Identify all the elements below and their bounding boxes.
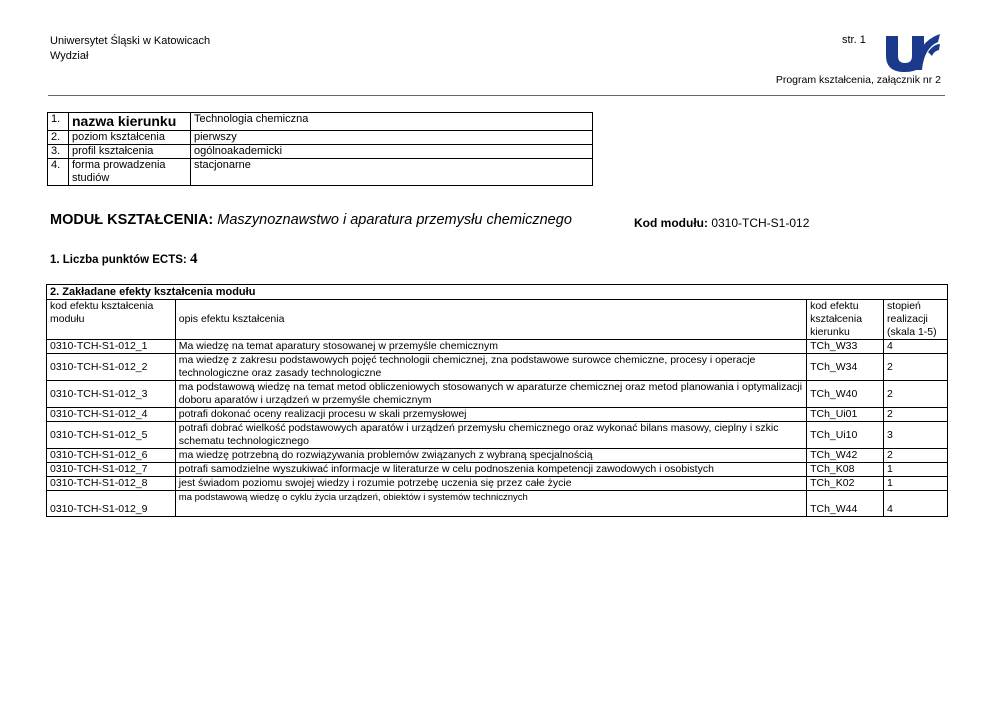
module-label: MODUŁ KSZTAŁCENIA: [50, 212, 214, 228]
table-row [47, 354, 948, 381]
outcome-dir-code: TCh_W44 [807, 491, 884, 517]
outcome-degree: 1 [884, 477, 948, 491]
outcome-desc: jest świadom poziomu swojej wiedzy i rozumie potrzebę uczenia się przez całe życie [175, 477, 806, 491]
info-value: ogólnoakademicki [191, 145, 593, 159]
outcome-desc: potrafi samodzielne wyszukiwać informacje w literaturze w celu podnoszenia kompetencji zawodowych i osobistych [175, 463, 806, 477]
outcome-code: 0310-TCH-S1-012_2 [47, 354, 176, 381]
info-row [48, 131, 593, 145]
info-number: 2. [48, 131, 69, 145]
header-desc: opis efektu kształcenia [175, 300, 806, 340]
outcome-code: 0310-TCH-S1-012_7 [47, 463, 176, 477]
outcome-degree: 1 [884, 463, 948, 477]
outcome-degree: 4 [884, 491, 948, 517]
outcome-desc: potrafi dobrać wielkość podstawowych aparatów i urządzeń przemysłu chemicznego oraz wykonać bilans masowy, cieplny i szkic schematu technologicznego [175, 422, 806, 449]
ects-label: 1. Liczba punktów ECTS: [50, 254, 187, 266]
table-row [47, 408, 948, 422]
page-number: str. 1 [842, 34, 866, 46]
info-label: nazwa kierunku [69, 113, 191, 131]
outcome-code: 0310-TCH-S1-012_9 [47, 491, 176, 517]
learning-outcomes-table [46, 284, 948, 517]
header-dir-code: kod efektu kształcenia kierunku [807, 300, 884, 340]
header-divider [48, 95, 945, 96]
info-value: Technologia chemiczna [191, 113, 593, 131]
outcome-degree: 2 [884, 408, 948, 422]
outcome-degree: 2 [884, 354, 948, 381]
outcome-degree: 2 [884, 381, 948, 408]
info-value: pierwszy [191, 131, 593, 145]
outcome-desc: ma podstawową wiedzę o cyklu życia urządzeń, obiektów i systemów technicznych [175, 491, 806, 517]
info-number: 3. [48, 145, 69, 159]
header-code: kod efektu kształcenia modułu [47, 300, 176, 340]
info-number: 1. [48, 113, 69, 131]
info-row [48, 145, 593, 159]
outcome-desc: ma wiedzę z zakresu podstawowych pojęć technologii chemicznej, zna podstawowe surowce chemiczne, procesy i operacje technologiczne oraz zasady technologiczne [175, 354, 806, 381]
outcome-code: 0310-TCH-S1-012_4 [47, 408, 176, 422]
ects-points [50, 251, 197, 268]
outcome-dir-code: TCh_Ui01 [807, 408, 884, 422]
info-value: stacjonarne [191, 159, 593, 186]
outcome-degree: 4 [884, 340, 948, 354]
table-row [47, 340, 948, 354]
program-annex: Program kształcenia, załącznik nr 2 [775, 74, 941, 86]
module-name: Maszynoznawstwo i aparatura przemysłu chemicznego [217, 212, 572, 228]
table-header-row [47, 300, 948, 340]
table-row [47, 477, 948, 491]
program-info-table [47, 112, 593, 186]
outcome-dir-code: TCh_W42 [807, 449, 884, 463]
outcome-dir-code: TCh_K08 [807, 463, 884, 477]
document-header [50, 34, 210, 64]
module-code [634, 216, 809, 230]
outcome-code: 0310-TCH-S1-012_6 [47, 449, 176, 463]
ects-value: 4 [189, 251, 198, 267]
outcome-desc: ma wiedzę potrzebną do rozwiązywania problemów związanych z wybraną specjalnością [175, 449, 806, 463]
outcome-dir-code: TCh_K02 [807, 477, 884, 491]
info-row [48, 159, 593, 186]
outcome-dir-code: TCh_Ui10 [807, 422, 884, 449]
module-title [50, 212, 572, 228]
table-title: 2. Zakładane efekty kształcenia modułu [47, 285, 948, 300]
outcome-dir-code: TCh_W33 [807, 340, 884, 354]
outcome-degree: 2 [884, 449, 948, 463]
faculty-name: Wydział [50, 50, 89, 62]
outcome-code: 0310-TCH-S1-012_8 [47, 477, 176, 491]
table-row [47, 422, 948, 449]
outcome-desc: potrafi dokonać oceny realizacji procesu w skali przemysłowej [175, 408, 806, 422]
table-row [47, 491, 948, 517]
outcome-code: 0310-TCH-S1-012_1 [47, 340, 176, 354]
outcome-dir-code: TCh_W34 [807, 354, 884, 381]
info-label: profil kształcenia [69, 145, 191, 159]
module-code-value: 0310-TCH-S1-012 [711, 216, 810, 230]
table-row [47, 381, 948, 408]
outcome-desc: ma podstawową wiedzę na temat metod obliczeniowych stosowanych w aparaturze chemicznej oraz metod planowania i optymalizacji doboru aparatów i urządzeń w przemyśle chemicznym [175, 381, 806, 408]
outcome-desc: Ma wiedzę na temat aparatury stosowanej w przemyśle chemicznym [175, 340, 806, 354]
info-row [48, 113, 593, 131]
outcome-code: 0310-TCH-S1-012_5 [47, 422, 176, 449]
info-label: poziom kształcenia [69, 131, 191, 145]
info-number: 4. [48, 159, 69, 186]
header-degree: stopień realizacji (skala 1-5) [884, 300, 948, 340]
info-label: forma prowadzenia studiów [69, 159, 191, 186]
table-row [47, 463, 948, 477]
module-code-label: Kod modułu: [634, 216, 708, 230]
outcome-degree: 3 [884, 422, 948, 449]
table-title-row [47, 285, 948, 300]
table-row [47, 449, 948, 463]
university-name: Uniwersytet Śląski w Katowicach [50, 35, 211, 47]
university-logo-icon [884, 30, 940, 74]
outcome-dir-code: TCh_W40 [807, 381, 884, 408]
outcome-code: 0310-TCH-S1-012_3 [47, 381, 176, 408]
